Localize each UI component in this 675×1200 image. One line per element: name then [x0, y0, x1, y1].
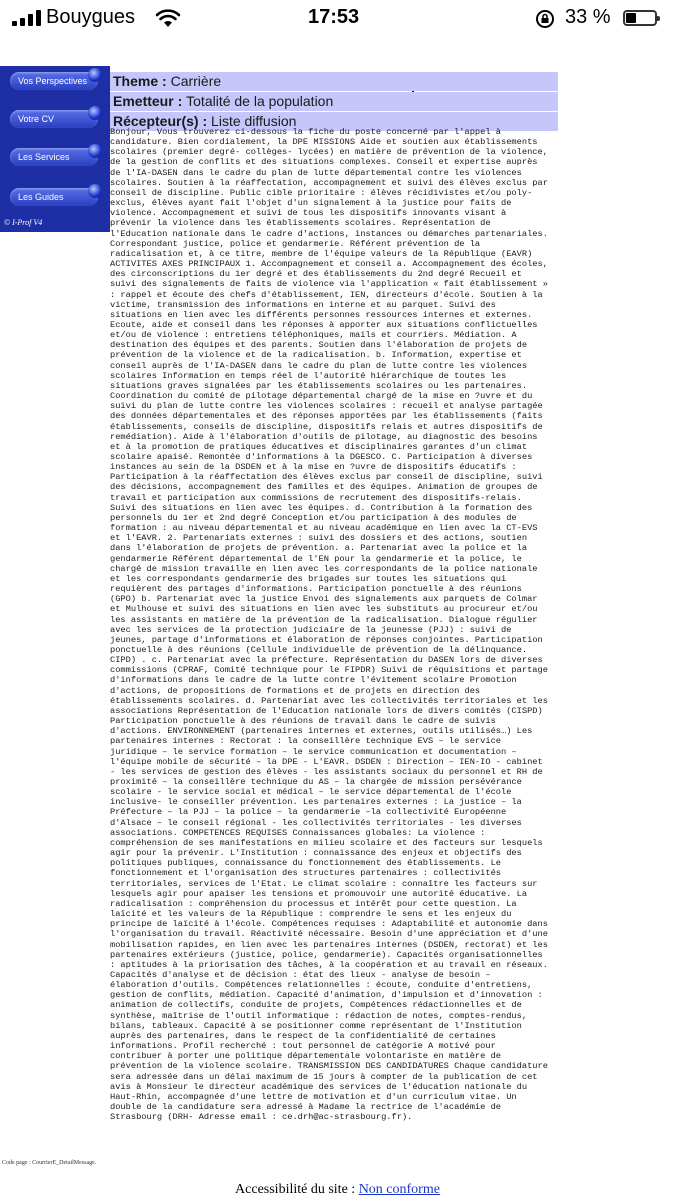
nav-label: Vos Perspectives — [18, 76, 88, 86]
iprof-logo: © I-Prof V4 — [4, 218, 43, 227]
emitter-label: Emetteur — [113, 93, 174, 109]
code-page: Code page : CourrierE_DetailMessage. — [2, 1160, 97, 1166]
nav-votre-cv[interactable] — [10, 110, 98, 128]
nav-label: Les Guides — [18, 192, 64, 202]
carrier-name: Bouygues — [46, 6, 135, 28]
theme-value: Carrière — [170, 73, 222, 89]
nav-label: Votre CV — [18, 114, 55, 124]
nav-les-services[interactable] — [10, 148, 98, 166]
bullet-icon — [88, 184, 102, 198]
recipient-label: Récepteur(s) — [113, 113, 199, 129]
accessibility-label: Accessibilité du site : — [235, 1182, 356, 1197]
sidebar — [0, 66, 110, 232]
bullet-icon — [88, 144, 102, 158]
wifi-icon — [155, 9, 181, 28]
theme-row: Theme : Carrière — [110, 72, 558, 91]
theme-label: Theme — [113, 73, 159, 89]
accessibility-footer — [0, 1182, 675, 1198]
signal-strength-icon — [12, 10, 42, 26]
nav-les-guides[interactable] — [10, 188, 98, 206]
nav-label: Les Services — [18, 152, 70, 162]
message-body: Bonjour, Vous trouverez ci-dessous la fiche du poste concerné par l'appel à candidature. Bien cordialement, la DPE MISSIONS Aide et soutien aux établissements scolaires (premier degré- collèges- lycées) en matière de prévention de la violence, de la gestion de conflits et des situations complexes. Conseil et expertise auprès de l'IA-DASEN dans le cadre du plan de lutte départemental contre les violences scolaires. Soutien à la réaffectation, accompagnement et suivi des élèves exclus par conseil de discipline. Public cible prioritaire : élèves récidivistes et/ou poly-exclus, élèves ayant fait l'objet d'un signalement à la justice pour faits de violence. Accompagnement et suivi de tous les dispositifs innovants visant à prévenir la violence dans les établissements scolaires. Représentation de l'Education nationale dans le cadre d'actions, instances ou démarches partenariales. Correspondant justice, police et gendarmerie. Référent prévention de la radicalisation et, à ce titre, membre de l'équipe valeurs de la République (EAVR) ACTIVITES AXES PRINCIPAUX 1. Accompagnement et conseil a. Accompagnement des écoles, des circonscriptions du 1er degré et des établissements du 2nd degré Recueil et suivi des signalements de faits de violence via l'application « fait établissement » : rappel et écoute des chefs d'établissement, IEN, directeurs d'école. Soutien à la victime, transmission des informations en interne et au parquet. Suivi des situations en lien avec les différents personnes ressources internes et externes. Ecoute, aide et conseil dans les réponses à apporter aux situations conflictuelles et/ou de violence : entretiens téléphoniques, mails et courriers. Médiation. A destination des équipes et des parents. Soutien dans l'élaboration de projets de prévention de la violence et de la radicalisation. b. Information, expertise et conseil auprès de l'IA-DASEN dans le cadre du plan de lutte contre les violences scolaires Information en temps réel de l'autorité hiérarchique de toutes les situations graves signalées par les établissements scolaires ou les partenaires. Coordination du comité de pilotage départemental chargé de la mise en ?uvre et du suivi du plan de lutte contre les violences scolaires : recueil et analyse partagée des données départementales et des réponses apportées par les établissements (faits établissements, conseils de discipline, dispositifs relais et autres dispositifs de remédiation). Aide à l'élaboration d'outils de pilotage, au diagnostic des besoins et à la promotion de pratiques éducatives et disciplinaires garantes d'un climat scolaire apaisé. Remontée d'informations à la DGESCO. C. Participation à diverses instances au sein de la DSDEN et à la mise en ?uvre de dispositifs éducatifs : Participation à la réaffectation des élèves exclus par conseil de discipline, suivi des décisions, accompagnement des familles et des équipes. Animation de groupes de travail et participation aux commissions de recrutement des dispositifs-relais. Suivi des situations en lien avec les équipes. d. Contribution à la formation des personnels du 1er et 2nd degré Conception et/ou participation à des modules de formation : au niveau départemental et au niveau académique en lien avec la CT-EVS et l'EAVR. 2. Partenariats externes : suivi des dossiers et des actions, soutien dans l'élaboration de projets de prévention. a. Partenariat avec la police et la gendarmerie Référent départemental de l'EN pour la gendarmerie et la police, le chargé de mission travaille en lien avec les correspondants de la police nationale et les correspondants gendarmerie des brigades sur toutes les situations qui requièrent des partages d'informations. Participation ponctuelle à des réunions (GPO) b. Partenariat avec la justice Envoi des signalements aux parquets de Colmar et Mulhouse et suivi des situations en lien avec les substituts au procureur et/ou les assistants en matière de la prévention de la radicalisation. Dialogue régulier avec les services de la protection judiciaire de la jeunesse (PJJ) : suivi de jeunes, partage d'informations et élaboration de réponses conjointes. Participation ponctuelle à des réunions (Cellule individuelle de prévention de la délinquance. CIPD) . c. Partenariat avec la préfecture. Représentation du DASEN lors de diverses commissions (CPRAF, Comité technique pour le FIPDR) Suivi de réquisitions et partage d'informations dans le cadre de la lutte contre l'évitement scolaire Promotion d'actions, de propositions de formations et de projets en direction des établissements scolaires. d. Partenariat avec les collectivités territoriales et les associations Représentation de l'Education nationale lors de divers comités (CISPD) Participation ponctuelle à des réunions de travail dans le cadre de suivis d'actions. ENVIRONNEMENT (partenaires internes et externes, outils utilisés…) Les partenaires internes : Rectorat : la conseillère technique EVS – le service juridique – le service formation – le service communication et documentation – l'équipe mobile de sécurité – la DPE - L'EAVR. DSDEN : Direction – IEN-IO - cabinet - les services de gestion des élèves - les assistants sociaux du personnel et RH de proximité – la conseillère technique du AS – la chargée de mission persévérance scolaire - le service social et médical – le service départemental de l'école inclusive- le conseiller prévention. Les partenaires externes : La justice – la Préfecture – la PJJ – la police – la gendarmerie –la collectivité Européenne d'Alsace – le conseil régional - les collectivités territoriales - les diverses associations. COMPETENCES REQUISES Connaissances globales: La violence : compréhension de ses manifestations en milieu scolaire et des facteurs sur lesquels agir pour la prévenir. L'Institution : connaissance des enjeux et objectifs des politiques publiques, connaissance du fonctionnement des établissements. Le fonctionnement et l'organisation des structures partenaires : collectivités territoriales, services de l'Etat. Le climat scolaire : connaître les facteurs sur lesquels agir pour apaiser les tensions et promouvoir une autorité éducative. La radicalisation : compréhension du processus et intérêt pour cette question. La laïcité et les valeurs de la République : comprendre le sens et les enjeux du principe de laïcité à l'école. Compétences requises : Adaptabilité et autonomie dans l'organisation du travail. Réactivité nécessaire. Besoin d'une appréciation et d'une mobilisation rapides, en lien avec les partenaires internes (DSDEN, rectorat) et les partenaires extérieurs (justice, police, gendarmerie). Capacités organisationnelles : aptitudes à la priorisation des tâches, à la coopération et au travail en réseaux. Capacités d'analyse et de décision : état des lieux - analyse de besoin – élaboration d'outils. Compétences relationnelles : écoute, conduite d'entretiens, gestion de conflits, médiation. Capacité d'animation, d'impulsion et d'innovation : animation de collectifs, conduite de projets, Compétences rédactionnelles et de synthèse, maîtrise de l'outil informatique : rédaction de notes, comptes-rendus, bilans, tableaux. Capacité à se positionner comme représentant de l'Institution auprès des partenaires, dans le respect de la confidentialité de certaines informations. Profil recherché : tout personnel de catégorie A motivé pour contribuer à porter une politique départementale volontariste en matière de prévention de la violence scolaire. TRANSMISSION DES CANDIDATURES Chaque candidature sera adressée dans un délai maximum de 15 jours à compter de la publication de cet avis à Monsieur le directeur académique des services de l'éducation nationale du Haut-Rhin, accompagnée d'une lettre de motivation et d'un curriculum vitae. Un double de la candidature sera adressé à Madame la rectrice de l'académie de Strasbourg (DRH- Adresse email : ce.drh@ac-strasbourg.fr). — [110, 127, 548, 1123]
emitter-row: Emetteur : Totalité de la population — [110, 92, 558, 111]
rotation-lock-icon — [535, 9, 555, 29]
battery-icon — [623, 10, 657, 26]
emitter-value: Totalité de la population — [186, 93, 334, 109]
recipient-row: Récepteur(s) : Liste diffusion — [110, 112, 558, 131]
recipient-value: Liste diffusion — [211, 113, 297, 129]
bullet-icon — [88, 68, 102, 82]
address-bar[interactable] — [0, 36, 675, 66]
nav-vos-perspectives[interactable] — [10, 72, 98, 90]
clock: 17:53 — [308, 6, 360, 28]
battery-percentage: 33 % — [565, 6, 611, 28]
accessibility-link[interactable]: Non conforme — [358, 1182, 440, 1197]
bullet-icon — [88, 106, 102, 120]
status-bar — [0, 0, 675, 36]
